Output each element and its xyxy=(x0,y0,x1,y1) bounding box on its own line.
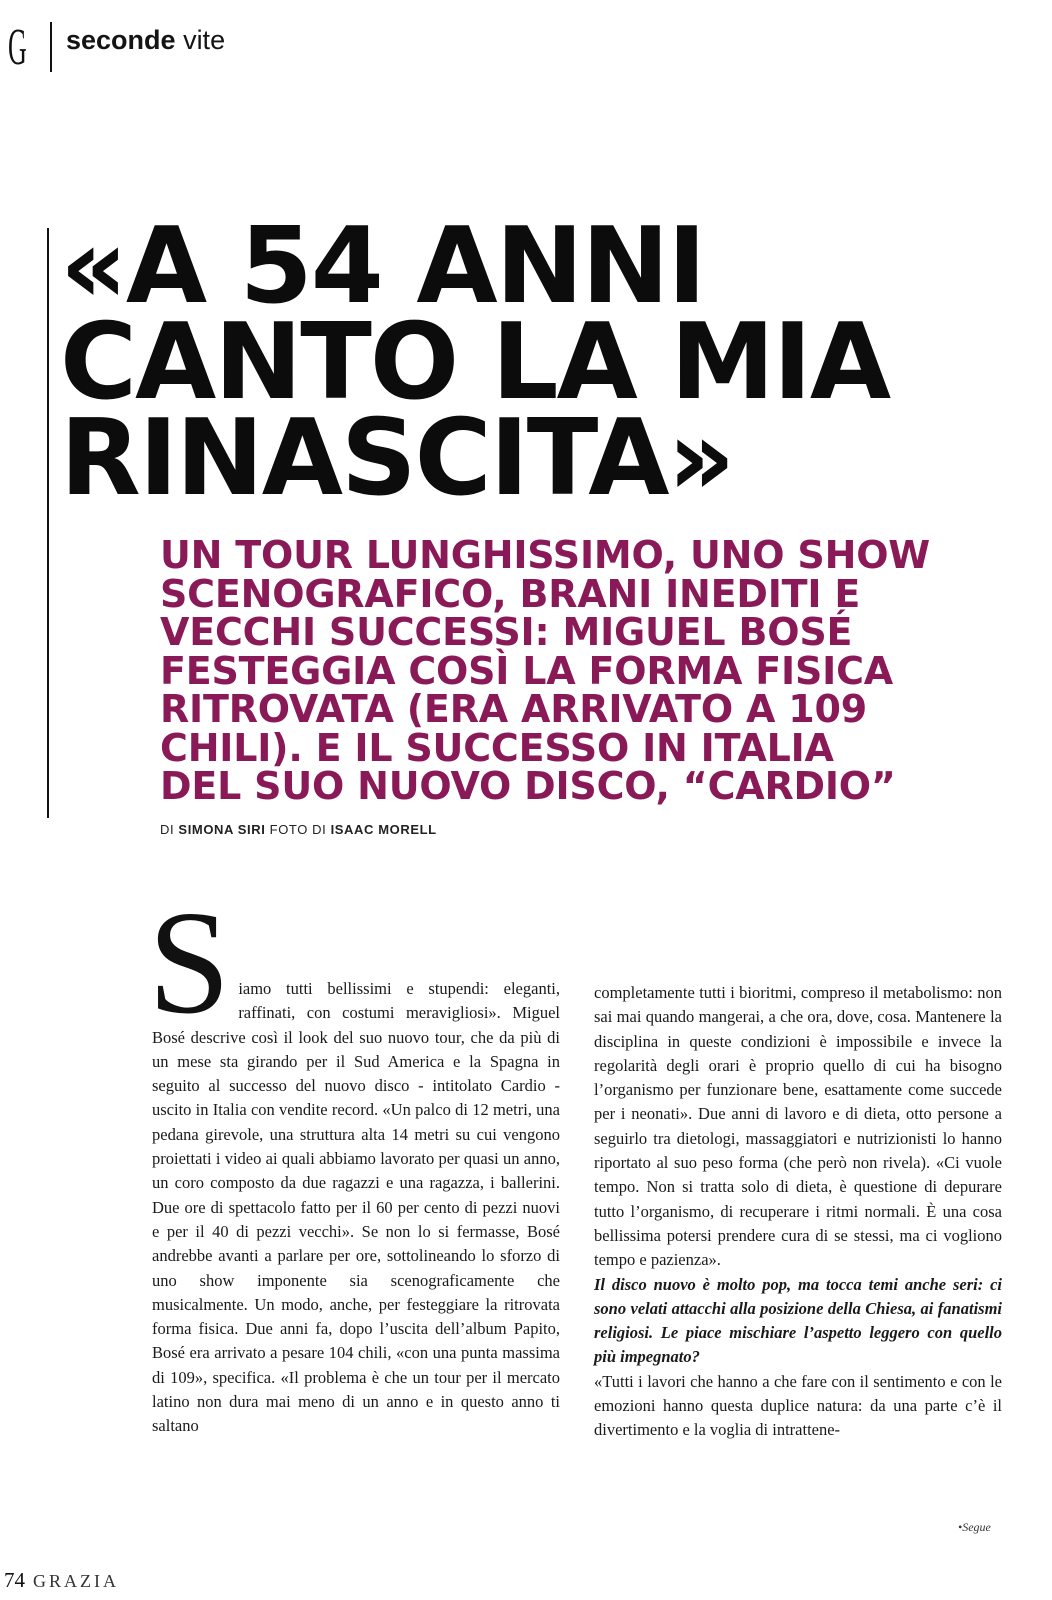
headline xyxy=(60,205,890,519)
article-column-2 xyxy=(594,981,1002,1443)
section-title xyxy=(66,22,225,58)
deck-line: CHILI). E IL SUCCESSO IN ITALIA xyxy=(160,725,834,770)
headline-line: RINASCITA» xyxy=(60,397,734,519)
deck-line: DEL SUO NUOVO DISCO, “CARDIO” xyxy=(160,764,896,808)
byline-foto: FOTO DI xyxy=(269,822,327,837)
footer-magazine-name: GRAZIA xyxy=(33,1571,119,1591)
header-divider xyxy=(50,22,52,72)
magazine-logo: G xyxy=(8,19,27,76)
interview-question: Il disco nuovo è molto pop, ma tocca temi anche seri: ci sono velati attacchi alla posizione della Chiesa, ai fanatismi religiosi. Le piace mischiare l’aspetto leggero con quello più impegnato? xyxy=(594,1274,1002,1367)
page-footer xyxy=(4,1568,119,1593)
headline-rule xyxy=(47,228,49,818)
headline-line: «A 54 ANNI xyxy=(60,205,705,327)
page-number: 74 xyxy=(4,1568,25,1592)
section-title-light: vite xyxy=(183,25,226,55)
byline-di: DI xyxy=(160,822,175,837)
section-title-bold: seconde xyxy=(66,25,176,55)
byline xyxy=(160,822,437,837)
deck-line: SCENOGRAFICO, BRANI INEDITI E xyxy=(160,571,861,616)
byline-author: SIMONA SIRI xyxy=(178,822,266,837)
byline-photographer: ISAAC MORELL xyxy=(330,822,437,837)
deck-line: RITROVATA (ERA ARRIVATO A 109 xyxy=(160,687,867,731)
drop-cap: S xyxy=(148,881,231,1045)
deck-line: VECCHI SUCCESSI: MIGUEL BOSÉ xyxy=(160,610,853,654)
continued-marker: •Segue xyxy=(958,1520,991,1534)
article-paragraph: iamo tutti bellissimi e stupendi: eleganti, raffinati, con costumi meravigliosi». Miguel Bosé descrive così il look del suo nuovo tour, che da più di un mese sta girando per il Sud America e la Spagna in seguito al successo del nuovo disco - intitolato Cardio - uscito in Italia con vendite record. «Un palco di 12 metri, una pedana girevole, una struttura alta 14 metri su cui vengono proiettati i video ai quali abbiamo lavorato per quasi un anno, un coro composto da due ragazzi e una ragazza, i ballerini. Due ore di spettacolo fatto per il 60 per cento di pezzi nuovi e per il 40 di pezzi vecchi». Se non lo si fermasse, Bosé andrebbe avanti a parlare per ore, sottolineando lo sforzo di uno show imponente sia scenograficamente che musicalmente. Un modo, anche, per festeggiare la ritrovata forma fisica. Due anni fa, dopo l’uscita dell’album Papito, Bosé era arrivato a pesare 104 chili, «con una punta massima di 109», specifica. «Il problema è che un tour per il mercato latino non dura mai meno di un anno e in questo anno ti saltano xyxy=(152,979,560,1436)
deck-line: UN TOUR LUNGHISSIMO, UNO SHOW xyxy=(160,533,931,577)
deck-subheadline xyxy=(160,533,1020,808)
headline-line: CANTO LA MIA xyxy=(60,301,890,423)
deck-line: FESTEGGIA COSÌ LA FORMA FISICA xyxy=(160,648,893,693)
article-column-1 xyxy=(148,881,560,1439)
article-paragraph: completamente tutti i bioritmi, compreso il metabolismo: non sai mai quando mangerai, a che ora, dove, cosa. Mantenere la disciplina in queste condizioni è impossibile e invece la regolarità degli orari è proprio quello di cui ha bisogno l’organismo per funzionare bene, esattamente come succede per i neonati». Due anni di lavoro e di dieta, otto persone a seguirlo tra dietologi, massaggiatori e nutrizionisti lo hanno riportato al suo peso forma (che però non rivela). «Ci vuole tempo. Non si tratta solo di dieta, è questione di depurare tutto l’organismo, di recuperare i ritmi normali. È una cosa bellissima potersi prendere cura di se stessi, ma ci vogliono tempo e pazienza». xyxy=(594,983,1002,1270)
article-paragraph: «Tutti i lavori che hanno a che fare con il sentimento e con le emozioni hanno questa duplice natura: da una parte c’è il divertimento e la voglia di intrattene- xyxy=(594,1371,1002,1440)
